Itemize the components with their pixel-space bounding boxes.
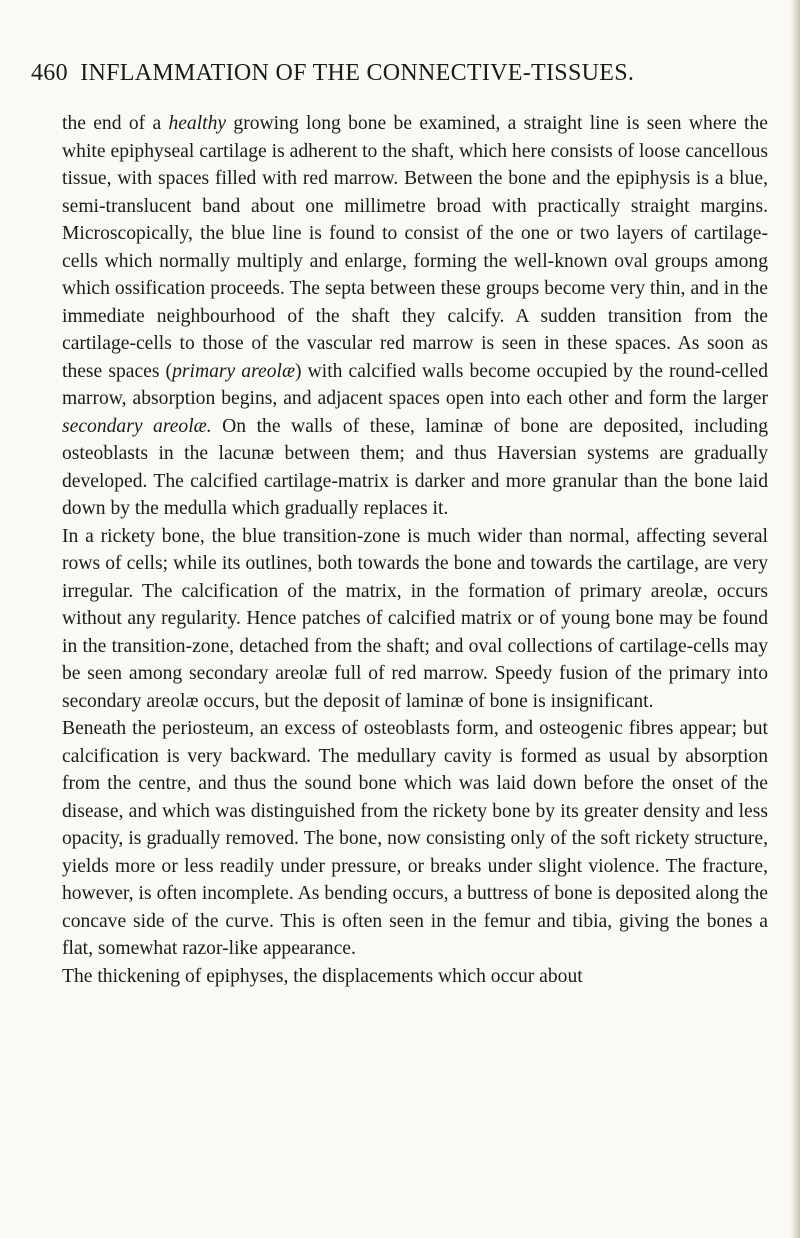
running-header: [31, 60, 771, 87]
paragraph-rickety-bone: In a rickety bone, the blue transition-zone is much wider than normal, affecting several rows of cells; while its outlines, both towards the bone and towards the cartilage, are very irregular. The calcification of the matrix, in the formation of primary areolæ, occurs without any regularity. Hence patches of calcified matrix or of young bone may be found in the transition-zone, detached from the shaft; and oval collections of cartilage-cells may be seen among secondary areolæ full of red marrow. Speedy fusion of the primary into secondary areolæ occurs, but the deposit of laminæ of bone is insignificant.: [62, 525, 768, 712]
text-segment: the end of a: [62, 113, 169, 134]
emphasis-healthy: healthy: [168, 113, 227, 134]
paragraph-continued: [62, 110, 768, 523]
emphasis-primary-areolae: primary areolæ: [172, 360, 296, 382]
text-segment: growing long bone be examined, a straight line is seen where the white epiphyseal cartilage is adherent to the shaft, which here consists of loose cancellous tissue, with spaces filled with red marrow. Between the bone and the epiphysis is a blue, semi-translucent band about one millimetre broad with practically straight margins. Microscopically, the blue line is found to consist of the one or two layers of cartilage-cells which normally multiply and enlarge, forming the well-known oval groups among which ossification proceeds. The septa between these groups become very thin, and in the immediate neighbourhood of the shaft they calcify. A sudden transition from the cartilage-cells to those of the vascular red marrow is seen in these spaces. As soon as these spaces (: [62, 113, 768, 382]
body-text: [62, 110, 768, 990]
page-edge-shadow: [790, 0, 800, 1238]
paragraph-periosteum: Beneath the periosteum, an excess of osteoblasts form, and osteogenic fibres appear; but calcification is very backward. The medullary cavity is formed as usual by absorption from the centre, and thus the sound bone which was laid down before the onset of the disease, and which was distinguished from the rickety bone by its greater density and less opacity, is gradually removed. The bone, now consisting only of the soft rickety structure, yields more or less readily under pressure, or breaks under slight violence. The fracture, however, is often incomplete. As bending occurs, a buttress of bone is deposited along the concave side of the curve. This is often seen in the femur and tibia, giving the bones a flat, somewhat razor-like appearance.: [62, 718, 768, 959]
page-number: 460: [31, 60, 68, 86]
text-segment: On the walls of these, laminæ of bone are deposited, including osteoblasts in the lacunæ between them; and thus Haversian systems are gradually developed. The calcified cartilage-matrix is darker and more granular than the bone laid down by the medulla which gradually replaces it.: [62, 415, 768, 519]
running-title: INFLAMMATION OF THE CONNECTIVE-TISSUES.: [80, 60, 635, 86]
text-segment: ) with calcified walls become occupied by the round-celled marrow, absorption begins, and adjacent spaces open into each other and form the larger: [62, 360, 769, 409]
paragraph-epiphyses: The thickening of epiphyses, the displacements which occur about: [62, 965, 583, 987]
emphasis-secondary-areolae: secondary areolæ.: [62, 415, 212, 437]
